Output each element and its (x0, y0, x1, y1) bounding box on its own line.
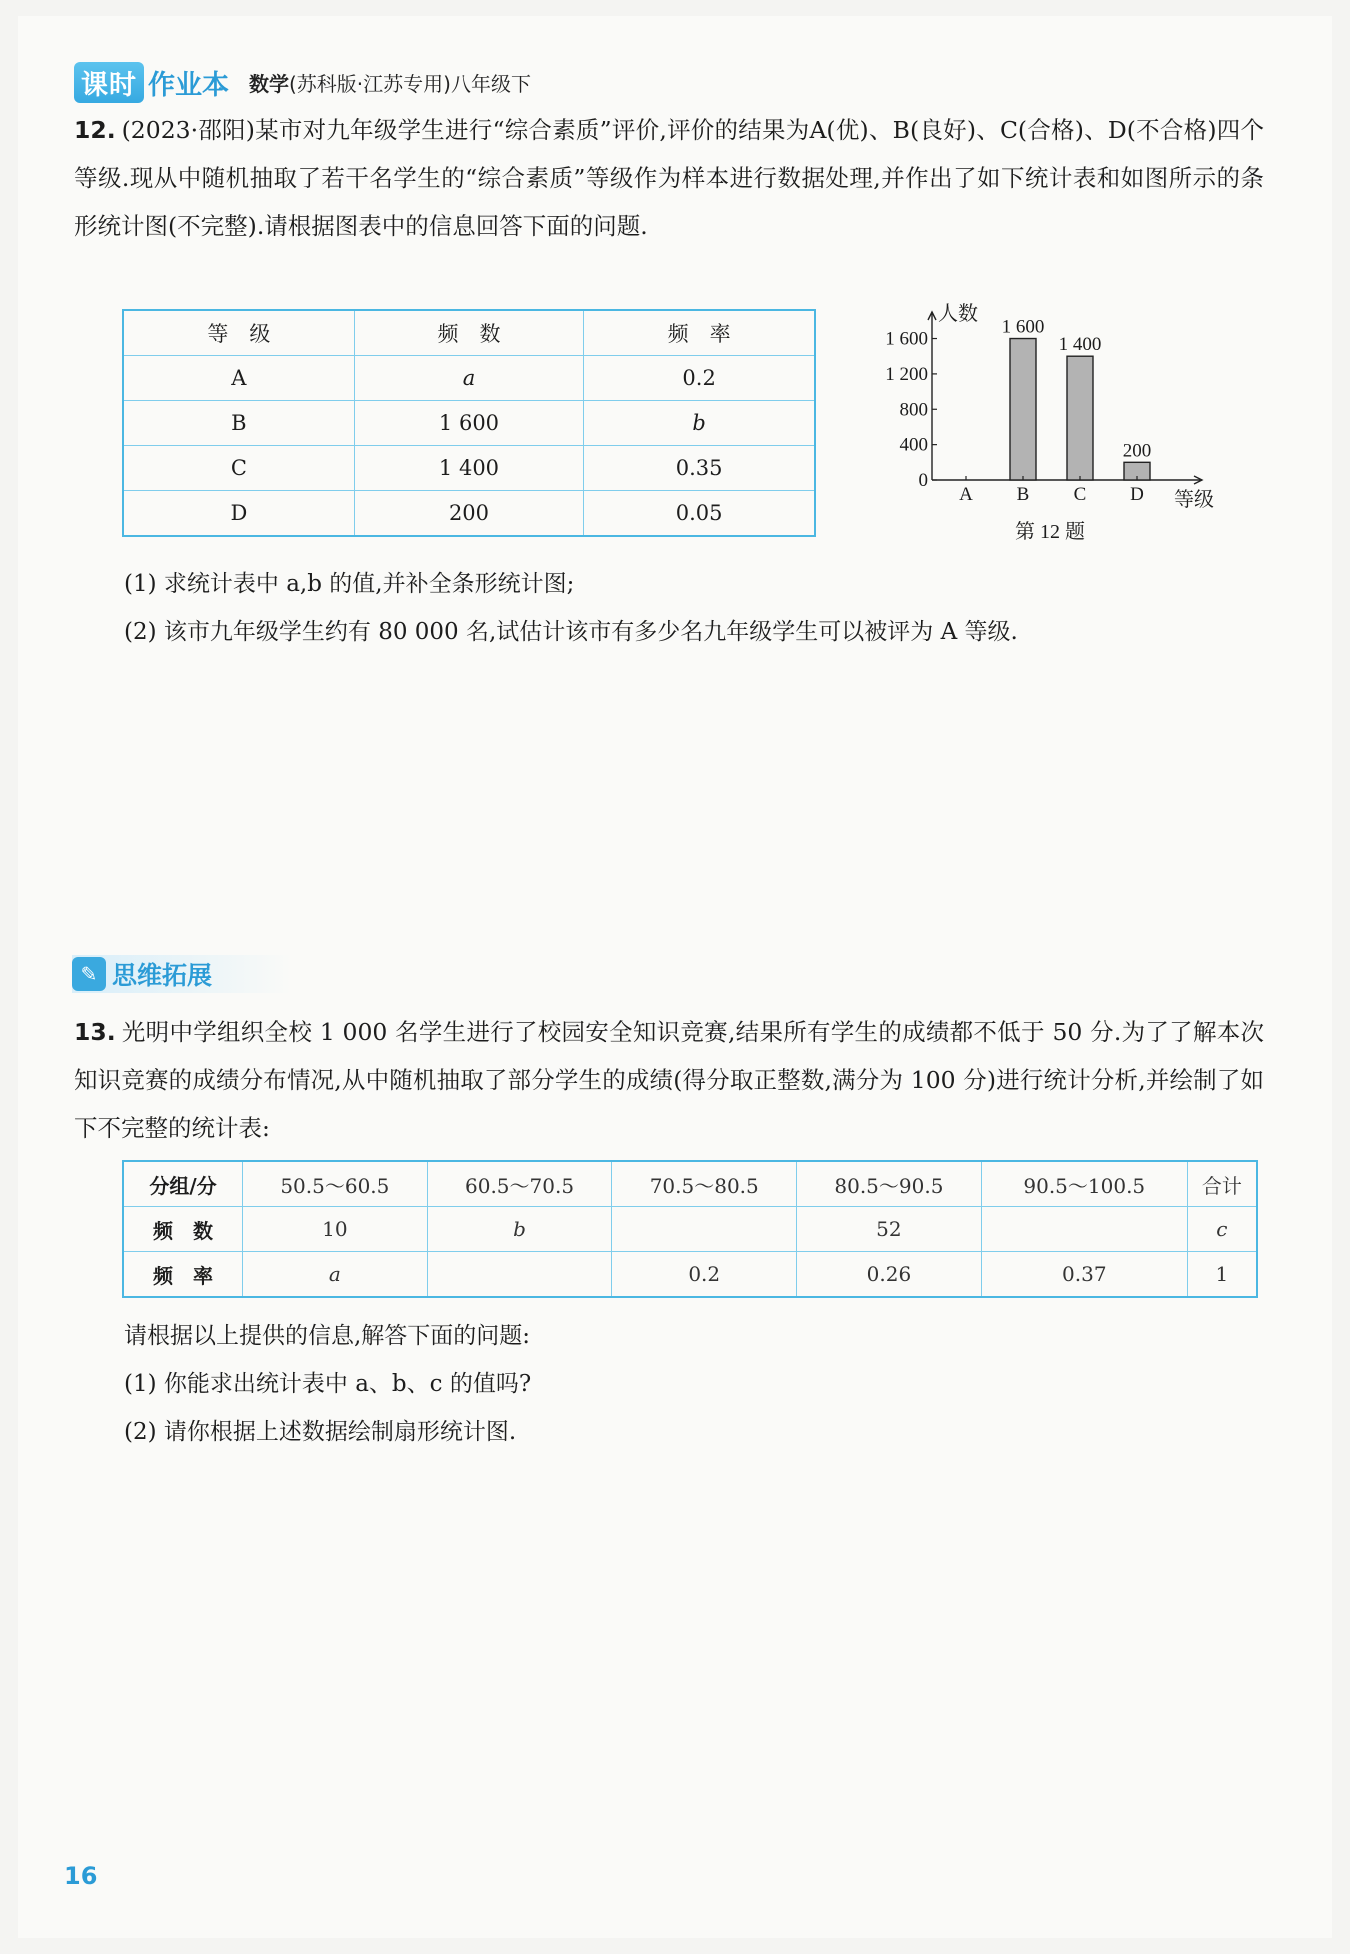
table-header-row (123, 310, 815, 356)
table-cell: 10 (243, 1207, 428, 1252)
bar-value-label: 1 600 (1001, 316, 1045, 338)
y-tick-label: 1 200 (885, 363, 928, 385)
page-number: 16 (64, 1862, 98, 1890)
section-title: 思维拓展 (112, 961, 213, 990)
table-cell: D (123, 491, 354, 537)
book-logo-text: 作业本 (148, 69, 229, 101)
x-tick-label: B (1016, 484, 1030, 505)
table-cell: b (584, 401, 815, 446)
table-cell: 52 (797, 1207, 982, 1252)
score-table (122, 1160, 1258, 1298)
question-13-prompt: 请根据以上提供的信息,解答下面的问题: (124, 1323, 531, 1349)
y-tick-label: 0 (918, 470, 928, 491)
question-12-part-1: (1) 求统计表中 a,b 的值,并补全条形统计图; (124, 571, 575, 597)
question-12 (74, 106, 1264, 250)
bar-value-label: 200 (1122, 440, 1152, 462)
table-cell (612, 1207, 797, 1252)
pencil-icon: ✎ (72, 957, 106, 991)
table-row (123, 1252, 1257, 1298)
question-13-part-2: (2) 请你根据上述数据绘制扇形统计图. (124, 1419, 517, 1445)
table-row-label: 频 率 (123, 1252, 243, 1298)
bar-value-label: 1 400 (1058, 334, 1102, 356)
table-cell: 0.05 (584, 491, 815, 537)
table-cell: a (243, 1252, 428, 1298)
x-tick-label: C (1073, 484, 1087, 505)
table-header-cell: 80.5～90.5 (797, 1161, 982, 1207)
frequency-table (122, 309, 816, 537)
table-cell: A (123, 356, 354, 401)
table-header-row (123, 1161, 1257, 1207)
table-row (123, 401, 815, 446)
table-cell: 0.35 (584, 446, 815, 491)
question-text: 光明中学组织全校 1 000 名学生进行了校园安全知识竞赛,结果所有学生的成绩都不低于 50 分.为了了解本次知识竞赛的成绩分布情况,从中随机抽取了部分学生的成绩(得分取正整数,满分为 100 分)进行统计分析,并绘制了如下不完整的统计表: (74, 1018, 1264, 1142)
table-row (123, 1207, 1257, 1252)
table-cell: 1 600 (354, 401, 583, 446)
table-header-cell: 60.5～70.5 (427, 1161, 612, 1207)
table-cell: a (354, 356, 583, 401)
book-logo: 课时 (74, 62, 144, 103)
table-cell: 0.37 (981, 1252, 1187, 1298)
table-header-cell: 90.5～100.5 (981, 1161, 1187, 1207)
table-header-cell: 50.5～60.5 (243, 1161, 428, 1207)
y-tick-label: 400 (899, 434, 928, 456)
table-cell: B (123, 401, 354, 446)
table-row-label: 分组/分 (123, 1161, 243, 1207)
question-13-part-1: (1) 你能求出统计表中 a、b、c 的值吗? (124, 1371, 532, 1397)
table-cell: 0.2 (584, 356, 815, 401)
bar (1010, 339, 1036, 480)
y-tick-label: 800 (899, 399, 928, 421)
x-axis-label: 等级 (1174, 489, 1214, 511)
book-header (74, 62, 531, 102)
bar-chart (862, 302, 1218, 548)
table-row (123, 356, 815, 401)
table-cell: 0.26 (797, 1252, 982, 1298)
question-number: 12. (74, 116, 116, 144)
y-tick-label: 1 600 (885, 328, 928, 350)
table-cell: 1 400 (354, 446, 583, 491)
table-cell: C (123, 446, 354, 491)
table-header-cell: 频 率 (584, 310, 815, 356)
table-row (123, 446, 815, 491)
question-13 (74, 1008, 1264, 1152)
table-header-cell: 70.5～80.5 (612, 1161, 797, 1207)
y-axis-label: 人数 (938, 303, 978, 325)
subject-label: 数学 (249, 71, 289, 96)
table-cell (427, 1252, 612, 1298)
table-cell: 0.2 (612, 1252, 797, 1298)
question-text: (2023·邵阳)某市对九年级学生进行“综合素质”评价,评价的结果为A(优)、B(良好)、C(合格)、D(不合格)四个等级.现从中随机抽取了若干名学生的“综合素质”等级作为样本进行数据处理,并作出了如下统计表和如图所示的条形统计图(不完整).请根据图表中的信息回答下面的问题. (74, 116, 1264, 240)
table-header-cell: 频 数 (354, 310, 583, 356)
table-row (123, 491, 815, 537)
table-cell: 200 (354, 491, 583, 537)
table-cell (981, 1207, 1187, 1252)
table-header-cell: 等 级 (123, 310, 354, 356)
table-cell: 1 (1187, 1252, 1257, 1298)
table-row-label: 频 数 (123, 1207, 243, 1252)
x-tick-label: D (1130, 484, 1144, 505)
table-cell: c (1187, 1207, 1257, 1252)
chart-caption: 第 12 题 (1015, 521, 1085, 543)
section-banner (72, 955, 292, 993)
question-12-part-2: (2) 该市九年级学生约有 80 000 名,试估计该市有多少名九年级学生可以被评为 A 等级. (124, 619, 1018, 645)
bar (1067, 356, 1093, 480)
question-number: 13. (74, 1018, 116, 1046)
x-tick-label: A (959, 484, 973, 505)
edition-label: (苏科版·江苏专用)八年级下 (289, 71, 531, 96)
table-header-cell: 合计 (1187, 1161, 1257, 1207)
table-cell: b (427, 1207, 612, 1252)
